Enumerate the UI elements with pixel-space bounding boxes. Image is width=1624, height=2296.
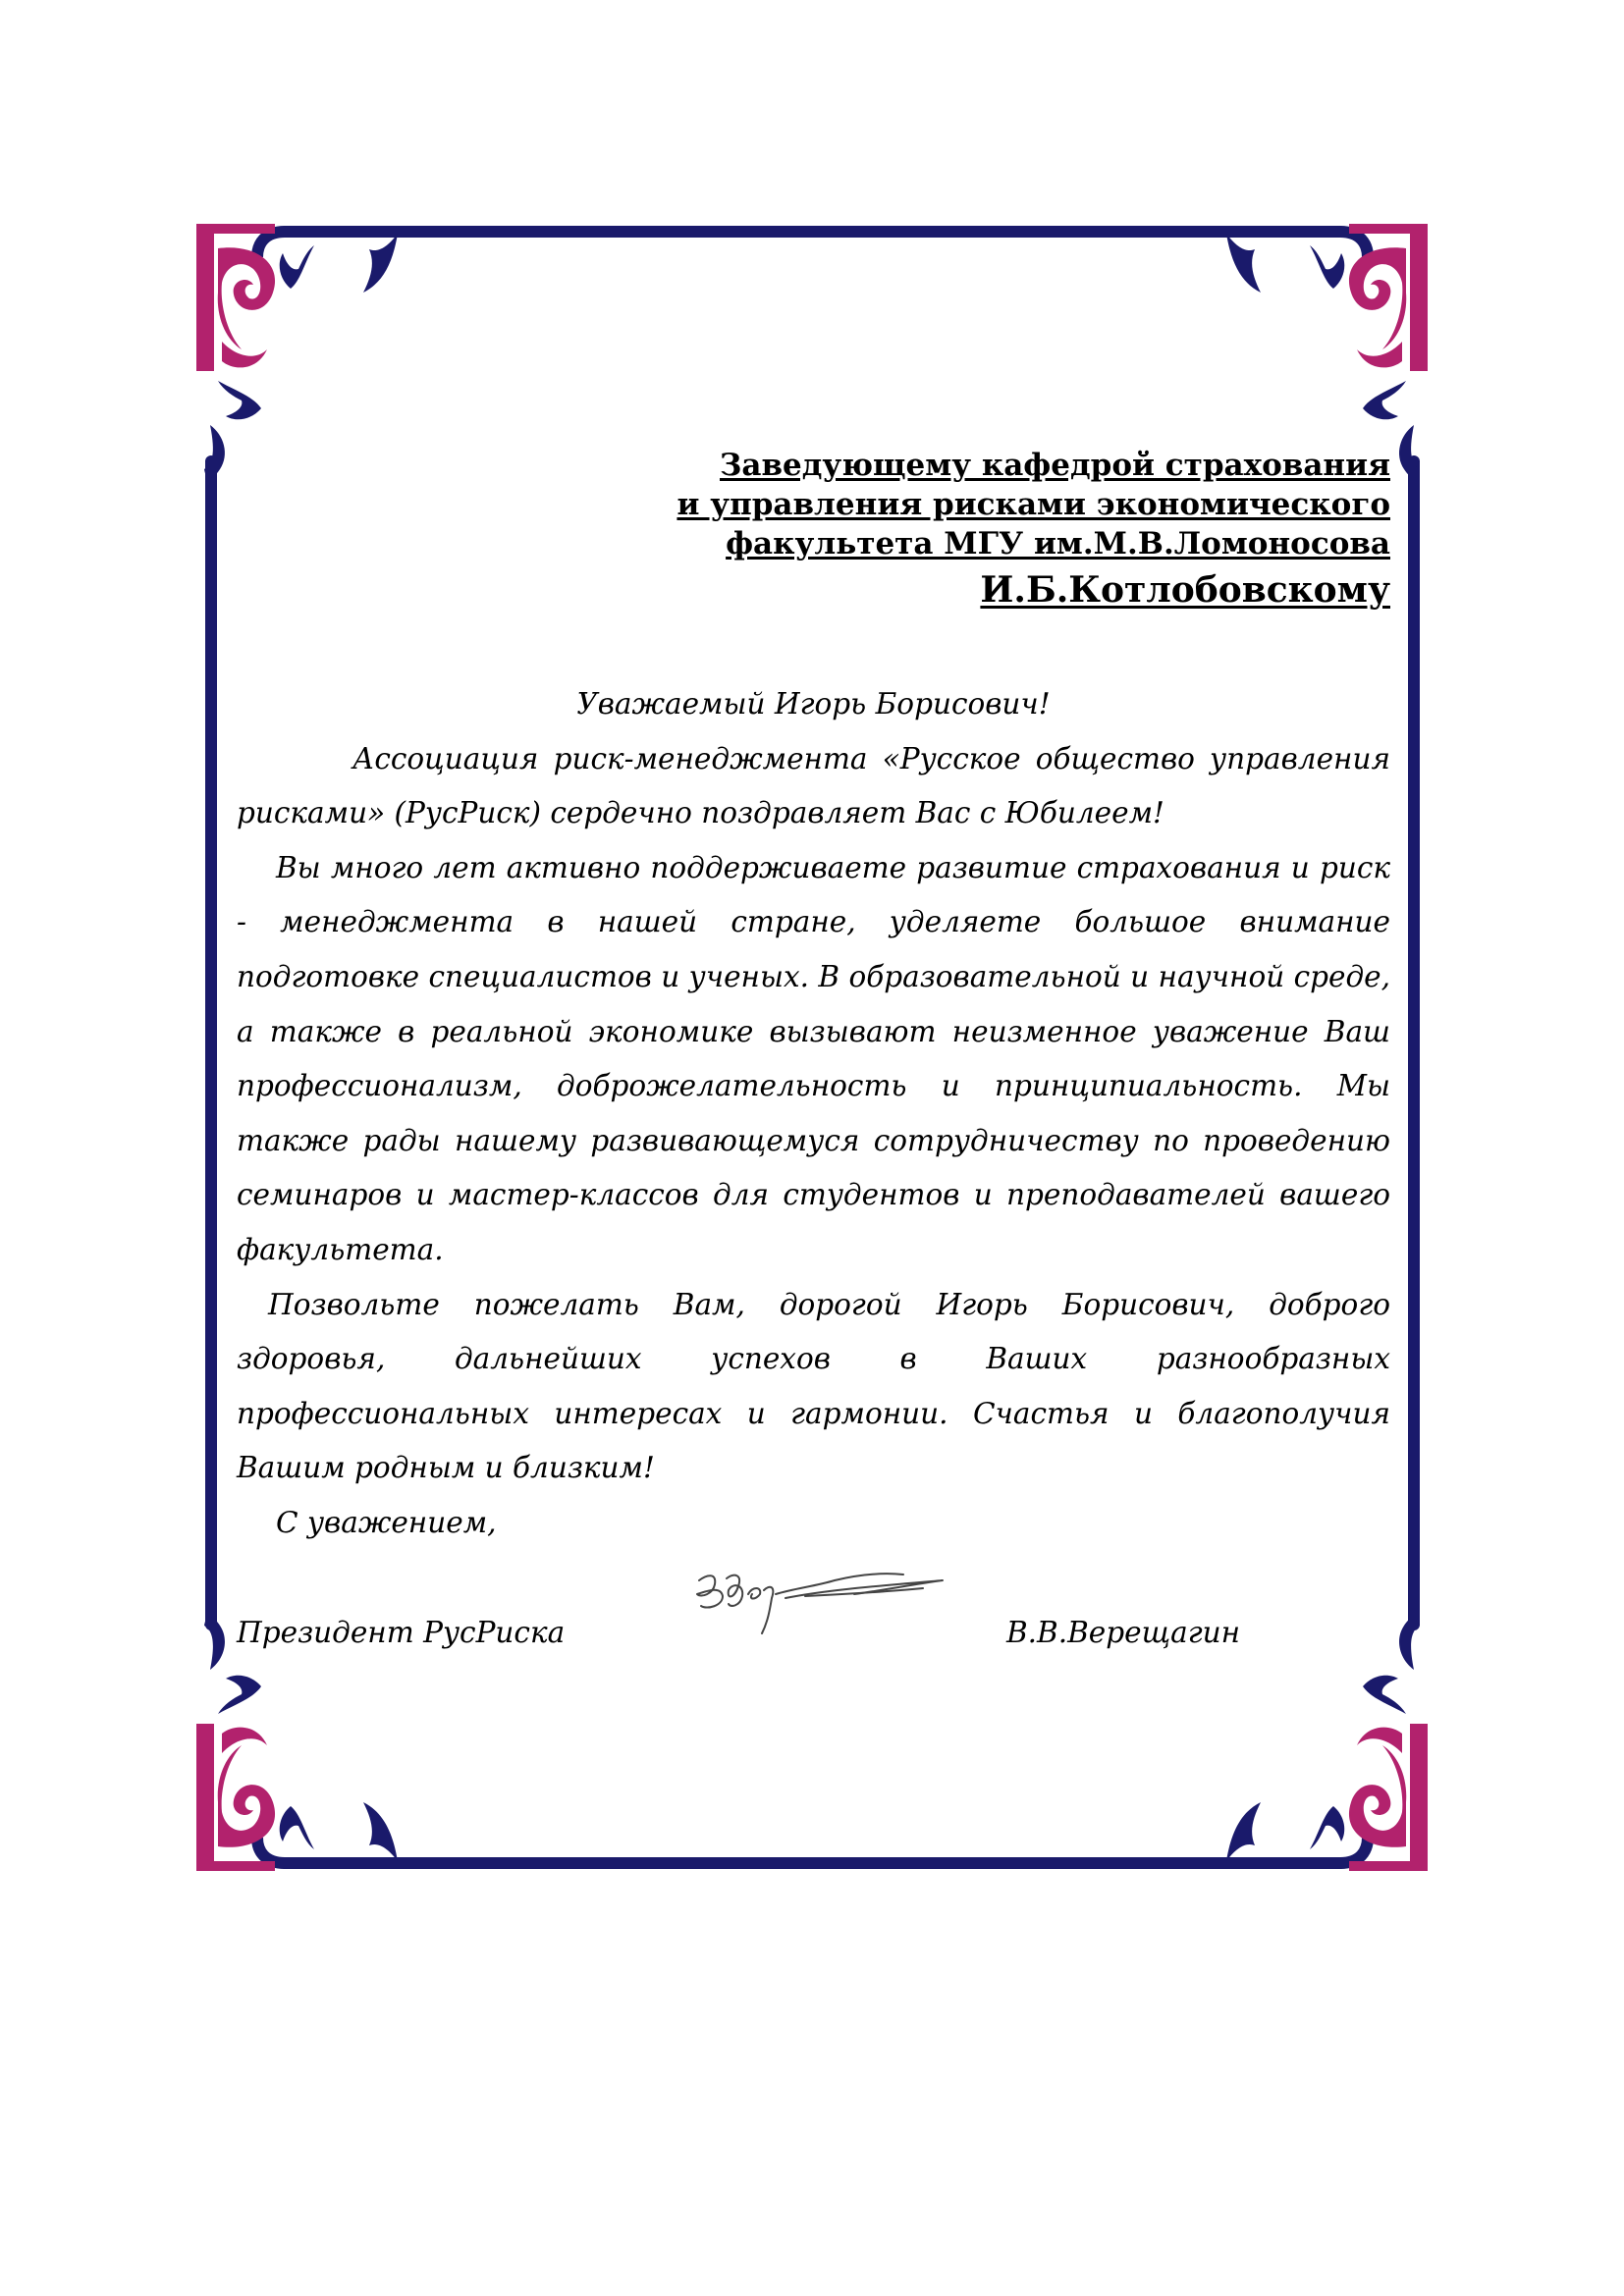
paragraph-2: Вы много лет активно поддерживаете развитие страхования и риск - менеджмента в нашей стране, уделяете большое внимание подготовке специалистов и ученых. В образовательной и научной среде, а также в реальной экономике вызывают неизменное уважение Ваш профессионализм, доброжелательность и принципиальность. Мы также рады нашему развивающемуся сотрудничеству по проведению семинаров и мастер-классов для студентов и преподавателей вашего факультета. [237,850,1390,1266]
addressee-line-1: Заведующему кафедрой страхования [720,448,1390,483]
salutation: Уважаемый Игорь Борисович! [576,687,1051,721]
addressee-line-3: факультета МГУ им.М.В.Ломоносова [726,526,1390,561]
signature-row [0,1611,1624,1654]
paragraph-1: Ассоциация риск-менеджмента «Русское общество управления рисками» (РусРиск) сердечно поздравляет Вас с Юбилеем! [237,741,1390,830]
addressee-name: И.Б.Котлобовскому [980,569,1390,611]
closing: С уважением, [276,1505,497,1539]
addressee-line-2: и управления рисками экономического [677,487,1390,522]
signer-name: В.В.Верещагин [1006,1616,1241,1649]
paragraph-3: Позвольте пожелать Вам, дорогой Игорь Борисович, доброго здоровья, дальнейших успехов в Ваших разнообразных профессиональных интересах и гармонии. Счастья и благополучия Вашим родным и близким! [237,1287,1390,1485]
signer-title: Президент РусРиска [237,1616,566,1649]
letter-body [237,677,1390,1551]
addressee-block [550,446,1390,614]
